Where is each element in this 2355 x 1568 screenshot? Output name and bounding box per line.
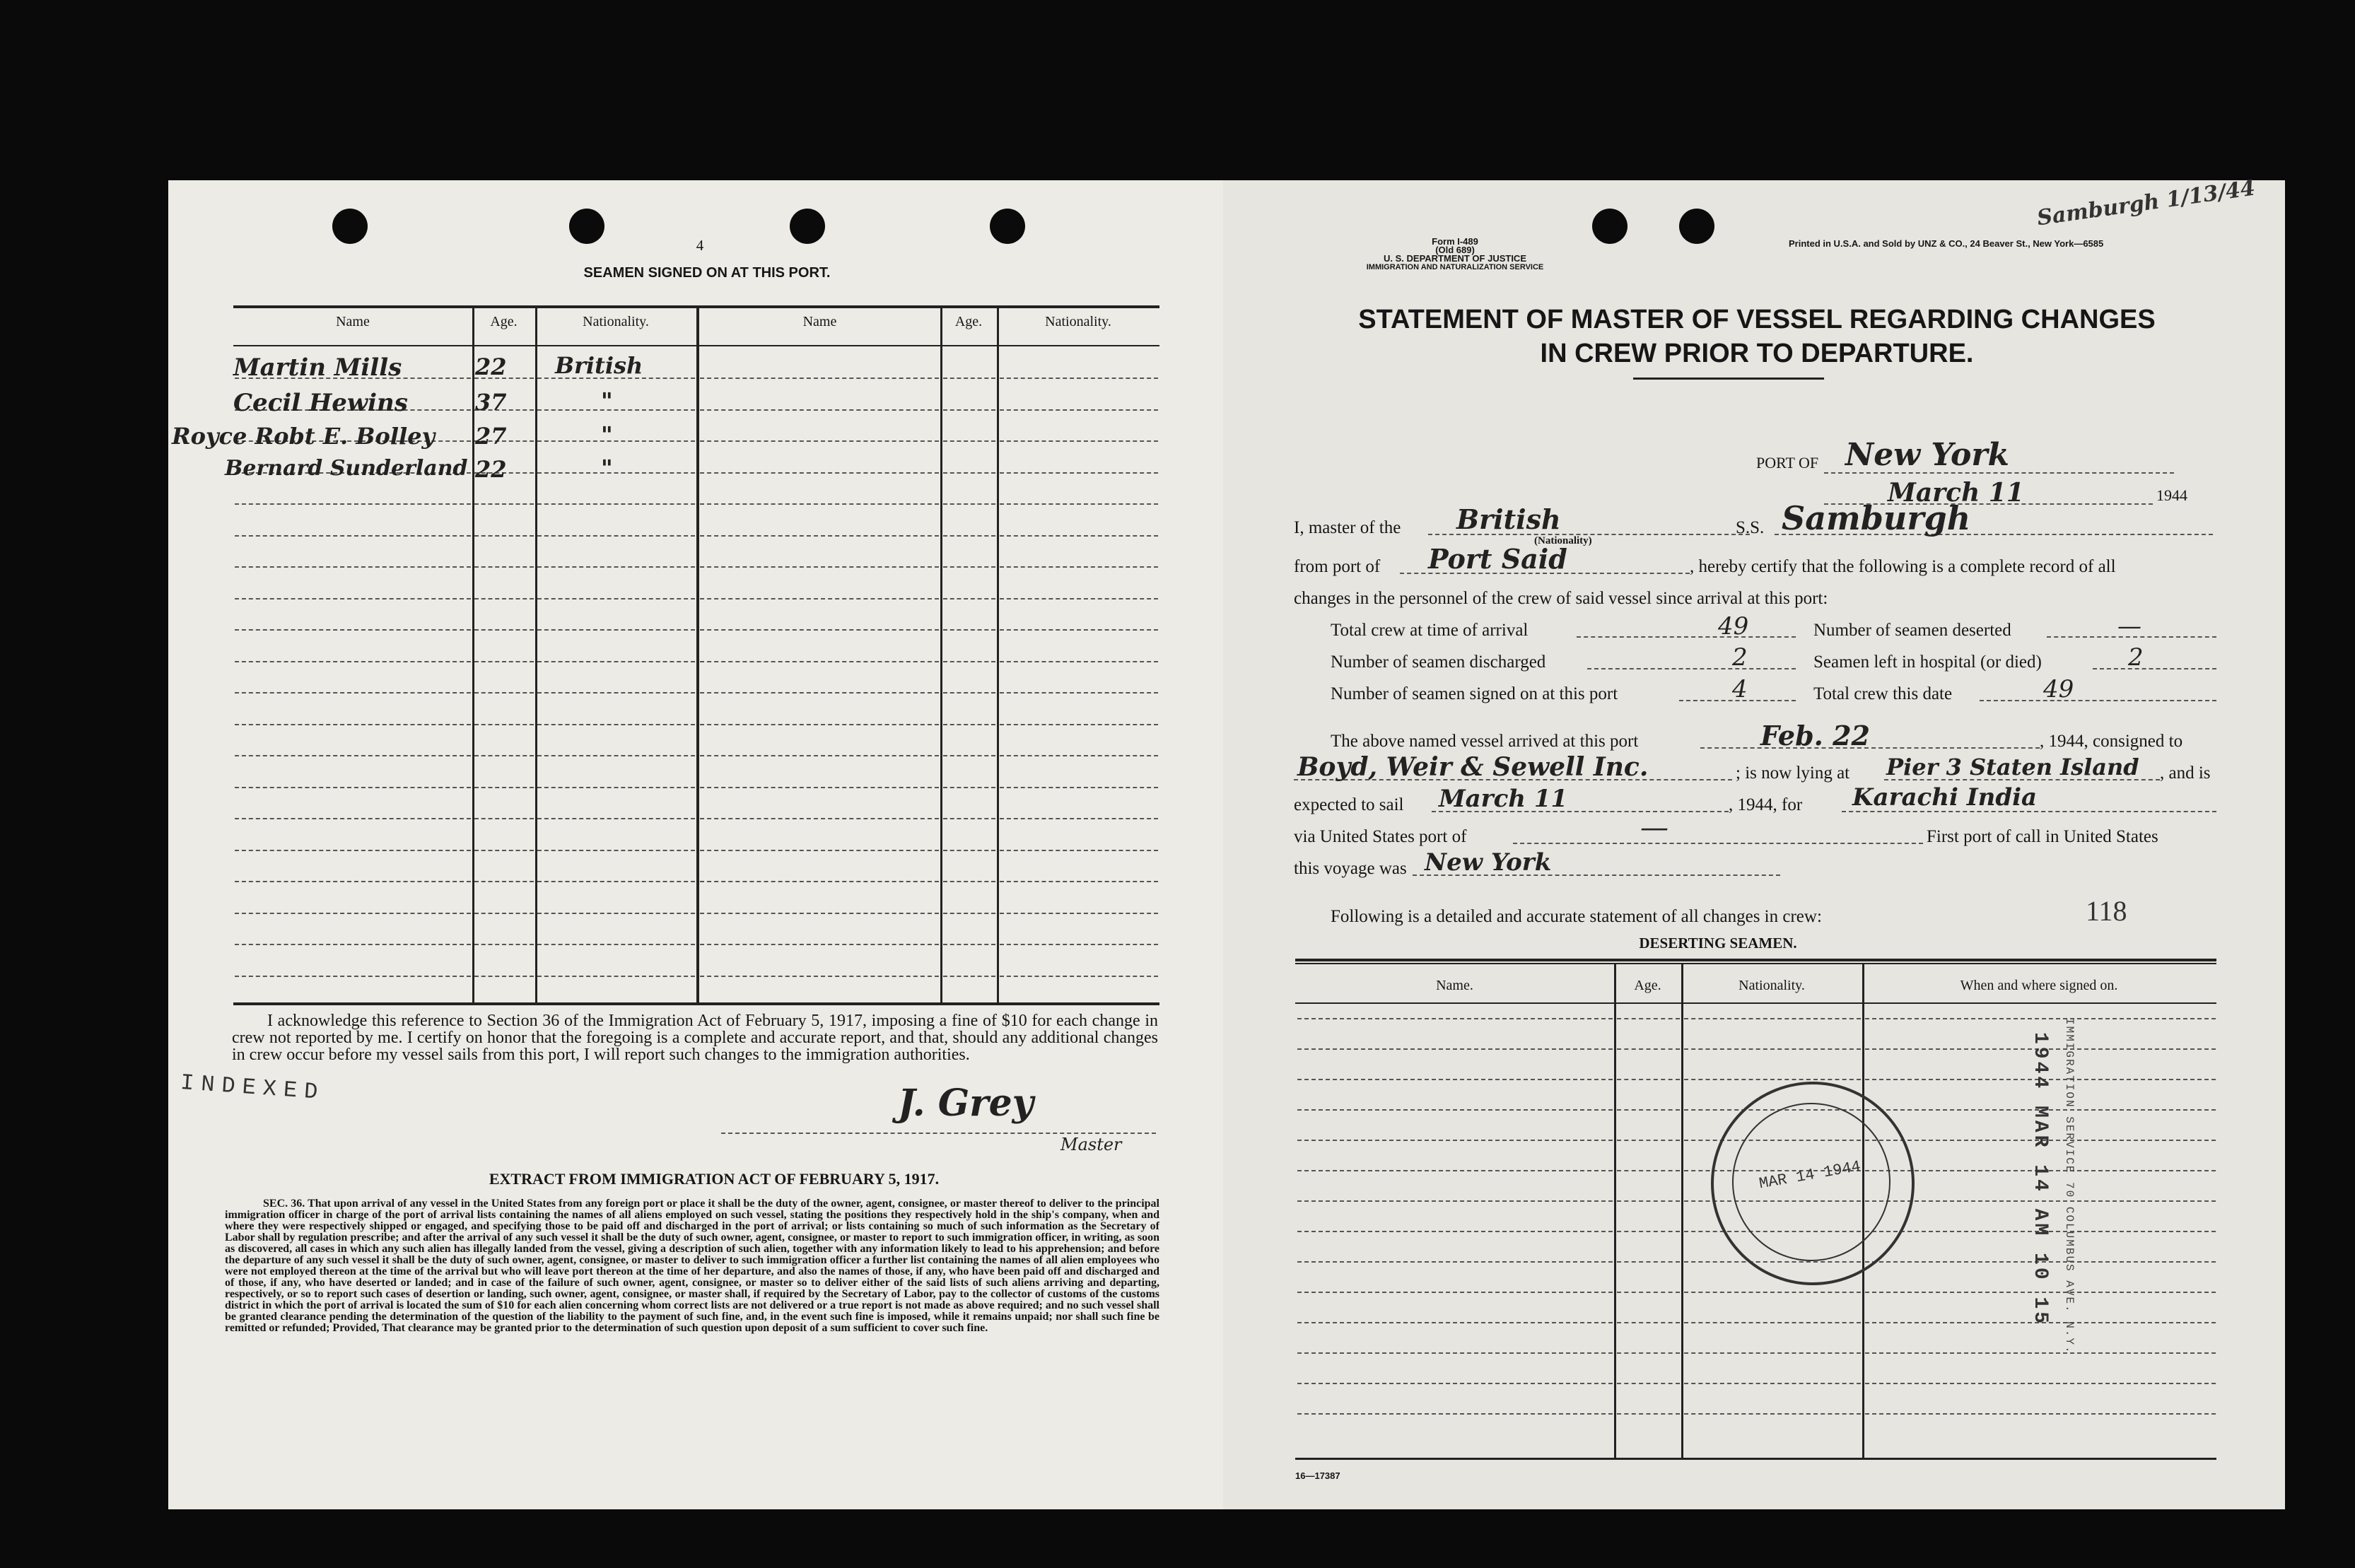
stat-label: Total crew this date [1813,684,1953,703]
table-row-line [943,409,995,411]
printed-by: Printed in U.S.A. and Sold by UNZ & CO., 24 Beaver St., New York—6585 [1789,238,2104,249]
table-row-line [1000,598,1158,599]
table-row-line [474,535,534,537]
table-row-line [537,881,695,882]
table-row-line [474,503,534,505]
via-value: — [1640,812,1669,844]
form-footer: 16—17387 [1295,1470,1340,1481]
table-row-line [1000,503,1158,505]
table-row-line [235,976,471,977]
acknowledgement-text: I acknowledge this reference to Section 36 of the Immigration Act of February 5, 1917, imposing a fine of $10 for each change in crew not reported by me. I certify on honor that the foregoing is a complete and accurate report, and that, should any additional changes in crew occur before my vessel sails from this port, I will report such changes to the immigration authorities. [232,1012,1158,1064]
table-row-line [474,692,534,694]
stat-value: 49 [1718,612,1749,640]
table-row-line [474,787,534,788]
table-row-line [1297,1352,1613,1354]
table-row-line [943,976,995,977]
table-row-line [1297,1018,1613,1019]
stat-label: Seamen left in hospital (or died) [1813,653,2042,672]
table-row-line [235,881,471,882]
table-row-line [474,629,534,631]
table-row-line [537,944,695,945]
nationality-caption: (Nationality) [1534,535,1592,546]
table-row-line [943,944,995,945]
first-call-text: First port of call in United States [1927,827,2158,846]
table-row-line [943,472,995,474]
table-row-line [1684,1322,1861,1323]
table-row-line [700,976,939,977]
table-row-line [474,913,534,914]
table-row-name: Bernard Sunderland [225,456,468,481]
serial-number: 118 [2086,895,2127,927]
table-row-line [537,503,695,505]
changes-text: changes in the personnel of the crew of said vessel since arrival at this port: [1294,589,1828,608]
table-row-line [1617,1079,1680,1080]
table-row-nationality: " [601,421,613,448]
table-row-line [1297,1140,1613,1141]
table-row-line [474,976,534,977]
punch-hole [569,209,604,244]
table-row-line [1000,661,1158,662]
table-row-line [943,818,995,819]
table-row-line [1684,1413,1861,1415]
service-stamp-vertical: IMMIGRATION SERVICE 70 COLUMBUS AVE. N.Y. [2063,1018,2076,1355]
table-row-line [1865,1018,2216,1019]
table-row-name: Royce Robt E. Bolley [172,423,436,450]
corner-note: Samburgh 1/13/44 [2035,175,2257,231]
table-row-age: 22 [475,456,507,483]
for-text: , 1944, for [1729,795,1803,814]
col-name-2: Name [802,314,837,329]
table-row-line [1617,1292,1680,1293]
port-value: New York [1845,437,2010,473]
table-row-nationality: British [555,352,643,379]
and-is-text: , and is [2160,763,2211,783]
table-row-line [235,913,471,914]
table-row-line [943,598,995,599]
from-port-value: Port Said [1428,543,1567,575]
table-row-line [1865,1413,2216,1415]
table-row-line [537,661,695,662]
page-number: 4 [696,237,704,254]
stat-label: Number of seamen signed on at this port [1331,684,1618,703]
year: 1944 [2156,486,2187,504]
stat-label: Total crew at time of arrival [1331,621,1529,640]
table-row-line [1000,881,1158,882]
table-row-line [943,787,995,788]
col-age: Age. [1634,978,1661,993]
table-row-line [1684,1018,1861,1019]
table-row-line [1297,1292,1613,1293]
table-row-line [1000,976,1158,977]
table-row-name: Cecil Hewins [233,389,408,417]
col-name: Name [336,314,370,329]
master-label: Master [1060,1135,1122,1154]
table-row-line [235,787,471,788]
table-row-line [943,692,995,694]
table-row-line [1000,913,1158,914]
date-stamp-vertical: 1944 MAR 14 AM 10 15 [2029,1032,2051,1327]
table-row-line [1617,1200,1680,1202]
table-row-line [700,913,939,914]
voyage-value: New York [1425,848,1552,877]
table-row-line [474,944,534,945]
table-row-line [1684,1352,1861,1354]
table-row-line [474,881,534,882]
table-row-line [700,881,939,882]
table-row-line [1617,1231,1680,1232]
col-nationality: Nationality. [1739,978,1805,993]
table-row-line [943,661,995,662]
table-row-line [537,409,695,411]
port-label: PORT OF [1756,454,1819,472]
table-row-line [1000,692,1158,694]
table-row-line [1684,1383,1861,1384]
table-row-line [1297,1109,1613,1111]
table-row-line [474,598,534,599]
consignee-value: Boyd, Weir & Sewell Inc. [1297,752,1649,782]
form-header: Form I-489 (Old 689) U. S. DEPARTMENT OF JUSTICE IMMIGRATION AND NATURALIZATION SERVICE [1366,236,1544,271]
following-text: Following is a detailed and accurate statement of all changes in crew: [1331,907,1822,926]
punch-hole [1679,209,1714,244]
table-row-line [1297,1048,1613,1050]
indexed-stamp: INDEXED [179,1069,326,1106]
via-text: via United States port of [1294,827,1467,846]
table-row-age: 22 [475,353,507,380]
lying-text: ; is now lying at [1736,763,1850,783]
table-row-line [1617,1322,1680,1323]
col-nationality: Nationality. [583,314,649,329]
col-nationality-2: Nationality. [1045,314,1111,329]
table-row-line [700,440,939,442]
table-row-nationality: " [601,455,613,481]
table-row-line [1617,1383,1680,1384]
arrived-text: The above named vessel arrived at this port [1331,732,1639,751]
table-row-line [235,818,471,819]
table-row-line [700,692,939,694]
round-stamp-date: MAR 14 1944 [1758,1157,1862,1193]
table-row-line [235,598,471,599]
table-row-line [943,850,995,851]
stat-label: Number of seamen discharged [1331,653,1546,672]
table-row-line [943,755,995,756]
table-row-line [1617,1413,1680,1415]
expected-text: expected to sail [1294,795,1404,814]
table-row-line [537,472,695,474]
table-row-line [943,535,995,537]
table-row-line [537,629,695,631]
voyage-text: this voyage was [1294,859,1407,878]
table-row-line [537,818,695,819]
table-row-line [700,472,939,474]
col-name: Name. [1436,978,1473,993]
table-row-line [700,787,939,788]
table-row-line [235,566,471,568]
punch-hole [332,209,368,244]
stat-value: 4 [1732,675,1748,703]
certify-text: , hereby certify that the following is a complete record of all [1690,557,2116,576]
table-row-line [537,755,695,756]
table-row-line [474,755,534,756]
table-row-line [474,818,534,819]
table-row-line [700,724,939,725]
table-row-line [1297,1261,1613,1263]
stat-value: — [2117,612,2141,640]
table-row-line [235,629,471,631]
table-row-line [1617,1048,1680,1050]
table-row-age: 27 [475,423,507,450]
table-row-line [1684,1079,1861,1080]
table-row-line [943,724,995,725]
table-row-line [1684,1048,1861,1050]
table-row-line [700,944,939,945]
table-row-line [235,503,471,505]
table-row-line [943,440,995,442]
table-row-line [1297,1383,1613,1384]
date-value: March 11 [1888,478,2024,508]
table-row-line [537,724,695,725]
table-row-line [1000,724,1158,725]
document-title: STATEMENT OF MASTER OF VESSEL REGARDING CHANGES IN CREW PRIOR TO DEPARTURE. [1358,305,2156,368]
table-row-line [943,629,995,631]
table-row-line [1617,1352,1680,1354]
table-row-line [943,503,995,505]
table-row-nationality: " [601,387,613,414]
dest-value: Karachi India [1852,783,2038,812]
table-row-line [1617,1018,1680,1019]
deserting-title: DESERTING SEAMEN. [1639,935,1797,952]
table-row-line [1617,1261,1680,1263]
from-port-label: from port of [1294,557,1381,576]
table-row-line [1297,1322,1613,1323]
table-row-line [943,881,995,882]
table-row-line [700,535,939,537]
punch-hole [790,209,825,244]
table-row-name: Martin Mills [233,353,402,382]
table-row-line [1000,755,1158,756]
consigned-text: , 1944, consigned to [2040,732,2183,751]
table-row-line [235,724,471,725]
table-row-line [537,850,695,851]
table-row-line [700,629,939,631]
table-row-line [474,850,534,851]
table-row-line [1000,850,1158,851]
lying-value: Pier 3 Staten Island [1886,754,2139,780]
table-row-line [1000,378,1158,379]
table-row-line [537,787,695,788]
table-row-line [537,440,695,442]
table-row-line [1000,944,1158,945]
table-row-line [700,818,939,819]
ss-label: S.S. [1736,518,1765,537]
table-row-line [943,378,995,379]
table-row-line [1000,566,1158,568]
stat-value: 49 [2043,675,2074,703]
table-row-line [1297,1170,1613,1171]
stat-value: 2 [2128,643,2144,672]
table-row-line [474,566,534,568]
table-row-line [537,913,695,914]
table-row-line [235,850,471,851]
table-row-line [1000,409,1158,411]
table-row-line [700,598,939,599]
table-row-line [1297,1413,1613,1415]
nationality-value: British [1456,503,1561,535]
sail-value: March 11 [1439,785,1568,813]
table-row-line [1297,1231,1613,1232]
table-row-line [943,913,995,914]
extract-text: SEC. 36. That upon arrival of any vessel in the United States from any foreign port or place it shall be the duty of the owner, agent, consignee, or master thereof to deliver to the principal immigration officer in charge of the port of arrival lists containing the names of all aliens employed on such vessel, stating the positions they respectively hold in the ship's company, when and where they were respectively shipped or engaged, and specifying those to be paid off and discharged in the port of arrival; or lists containing so much of such information as the Secretary of Labor shall by regulation prescribe; and after the arrival of any such vessel it shall be the duty of such owner, agent, consignee, or master to report to such immigration officer, in writing, as soon as discovered, all cases in which any such alien has illegally landed from the vessel, giving a description of such alien, together with any information likely to lead to his apprehension; and before the departure of any such vessel it shall be the duty of such owner, agent, consignee, or master to deliver to such immigration officer a further list containing the names of all alien employees who were not employed thereon at the time of the arrival but who will leave port thereon at the time of her departure, and also the names of those, if any, who have been paid off and discharged and of those, if any, who have deserted or landed; and in case of the failure of such owner, agent, consignee, or master so to deliver either of the said lists of such aliens arriving and departing, respectively, or so to report such cases of desertion or landing, such owner, agent, consignee, or master shall, if required by the Secretary of Labor, pay to the collector of customs of the customs district in which the port of arrival is located the sum of $10 for each alien concerning whom correct lists are not delivered or a true report is not made as above required; and no such vessel shall be granted clearance pending the determination of the question of the liability to the payment of such fine, and, in the event such fine is imposed, while it remains unpaid; nor shall such fine be remitted or refunded; Provided, That clearance may be granted prior to the determination of such question upon deposit of a sum sufficient to cover such fine. [225,1198,1159,1334]
table-row-line [537,598,695,599]
table-row-line [474,661,534,662]
table-row-line [235,944,471,945]
section-title: SEAMEN SIGNED ON AT THIS PORT. [583,265,831,281]
table-row-line [537,692,695,694]
table-row-line [700,409,939,411]
table-row-line [1000,629,1158,631]
table-row-line [700,503,939,505]
master-of-label: I, master of the [1294,518,1401,537]
table-row-line [943,566,995,568]
table-row-line [1297,1200,1613,1202]
table-row-line [1617,1140,1680,1141]
table-row-line [1865,1352,2216,1354]
table-row-line [1684,1292,1861,1293]
col-age: Age. [490,314,518,329]
table-row-line [700,850,939,851]
table-row-line [235,535,471,537]
table-row-line [1000,818,1158,819]
table-row-line [700,378,939,379]
ship-name: Samburgh [1782,499,1971,537]
table-row-line [235,755,471,756]
table-row-line [1000,787,1158,788]
table-row-line [1617,1170,1680,1171]
arrived-value: Feb. 22 [1760,720,1870,751]
table-row-line [1000,535,1158,537]
punch-hole [1592,209,1628,244]
table-row-line [235,692,471,694]
table-row-line [700,755,939,756]
master-signature: J. Grey [898,1082,1034,1125]
extract-title: EXTRACT FROM IMMIGRATION ACT OF FEBRUARY 5, 1917. [489,1170,940,1188]
table-row-line [537,566,695,568]
col-signed-on: When and where signed on. [1960,978,2118,993]
table-row-line [537,535,695,537]
table-row-line [537,976,695,977]
table-row-line [474,724,534,725]
table-row-line [1617,1109,1680,1111]
table-row-age: 37 [475,389,507,416]
stat-label: Number of seamen deserted [1813,621,2011,640]
table-row-line [1000,472,1158,474]
table-row-line [235,661,471,662]
stat-value: 2 [1732,643,1748,672]
table-row-line [1865,1383,2216,1384]
table-row-line [700,661,939,662]
table-row-line [1000,440,1158,442]
table-row-line [700,566,939,568]
table-row-line [1297,1079,1613,1080]
col-age-2: Age. [954,314,983,329]
punch-hole [990,209,1025,244]
